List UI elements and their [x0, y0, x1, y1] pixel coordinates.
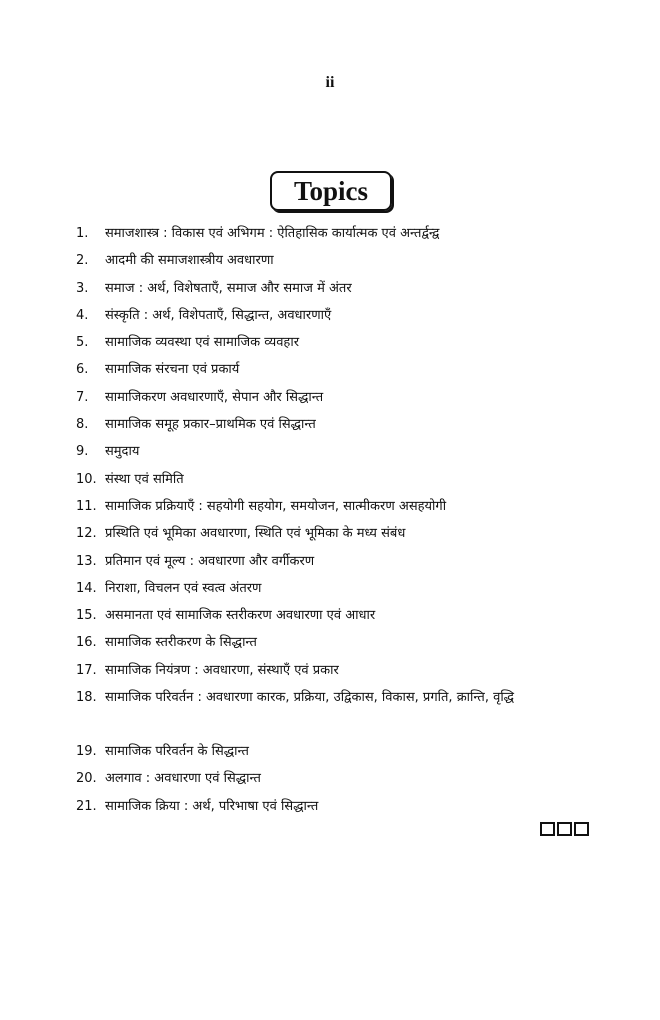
- topic-number: 9.: [76, 444, 89, 460]
- topic-item: [76, 331, 596, 358]
- topic-number: 12.: [76, 526, 97, 542]
- end-marker: [540, 822, 589, 836]
- topic-number: 10.: [76, 471, 97, 487]
- topic-number: 21.: [76, 798, 97, 814]
- topic-number: 18.: [76, 690, 97, 706]
- topic-text: सामाजिक संरचना एवं प्रकार्य: [105, 362, 240, 378]
- topic-item: [76, 767, 596, 794]
- topic-item: [76, 358, 596, 385]
- topic-item: [76, 577, 596, 604]
- topic-text: सामाजिक समूह प्रकार–प्राथमिक एवं सिद्धान्त: [105, 417, 316, 433]
- topic-text: संस्कृति : अर्थ, विशेपताएँ, सिद्धान्त, अवधारणाएँ: [105, 307, 332, 323]
- topic-text: निराशा, विचलन एवं स्वत्व अंतरण: [105, 580, 262, 596]
- topic-number: 3.: [76, 280, 89, 296]
- topic-number: 4.: [76, 307, 89, 323]
- topic-item: [76, 222, 596, 249]
- topic-item: [76, 686, 596, 740]
- topic-item: [76, 522, 596, 549]
- topic-number: 11.: [76, 498, 97, 514]
- page-number: ii: [325, 74, 335, 91]
- topic-text: संस्था एवं समिति: [105, 471, 184, 487]
- topic-item: [76, 631, 596, 658]
- topic-number: 8.: [76, 417, 89, 433]
- topic-number: 5.: [76, 335, 89, 351]
- square-icon: [557, 822, 572, 836]
- topic-item: [76, 277, 596, 304]
- topic-text: सामाजिक प्रक्रियाएँ : सहयोगी सहयोग, समयोजन, सात्मीकरण असहयोगी: [105, 498, 447, 514]
- topic-item: [76, 249, 596, 276]
- topic-text: सामाजिकरण अवधारणाएँ, सेपान और सिद्धान्त: [105, 389, 324, 405]
- topic-text: असमानता एवं सामाजिक स्तरीकरण अवधारणा एवं आधार: [105, 608, 376, 624]
- topic-item: [76, 413, 596, 440]
- topic-text: समाज : अर्थ, विशेषताएँ, समाज और समाज में अंतर: [105, 280, 352, 296]
- topic-text: प्रस्थिति एवं भूमिका अवधारणा, स्थिति एवं भूमिका के मध्य संबंध: [105, 526, 406, 542]
- topic-item: [76, 495, 596, 522]
- topic-text: समुदाय: [105, 444, 140, 460]
- topic-item: [76, 440, 596, 467]
- topic-number: 2.: [76, 253, 89, 269]
- topic-item: [76, 795, 596, 822]
- topic-item: [76, 386, 596, 413]
- topic-number: 6.: [76, 362, 89, 378]
- topic-item: [76, 304, 596, 331]
- topics-list: [76, 222, 596, 822]
- square-icon: [574, 822, 589, 836]
- topic-number: 20.: [76, 771, 97, 787]
- topic-number: 14.: [76, 580, 97, 596]
- topic-text: सामाजिक स्तरीकरण के सिद्धान्त: [105, 635, 257, 651]
- topic-item: [76, 550, 596, 577]
- topic-text: सामाजिक नियंत्रण : अवधारणा, संस्थाएँ एवं प्रकार: [105, 662, 339, 678]
- topic-item: [76, 468, 596, 495]
- topic-text: सामाजिक क्रिया : अर्थ, परिभाषा एवं सिद्धान्त: [105, 798, 319, 814]
- topics-heading: Topics: [270, 171, 392, 211]
- topic-text: समाजशास्त्र : विकास एवं अभिगम : ऐतिहासिक कार्यात्मक एवं अन्तर्द्वन्द्व: [105, 226, 440, 241]
- topic-number: 16.: [76, 635, 97, 651]
- topic-text: सामाजिक परिवर्तन के सिद्धान्त: [105, 744, 249, 760]
- topic-text: सामाजिक परिवर्तन : अवधारणा कारक, प्रक्रिया, उद्विकास, विकास, प्रगति, क्रान्ति, वृद्धि: [105, 690, 515, 706]
- topic-item: [76, 659, 596, 686]
- topic-number: 7.: [76, 389, 89, 405]
- topic-number: 13.: [76, 553, 97, 569]
- topic-text: सामाजिक व्यवस्था एवं सामाजिक व्यवहार: [105, 335, 300, 351]
- topic-number: 15.: [76, 608, 97, 624]
- topic-text: प्रतिमान एवं मूल्य : अवधारणा और वर्गीकरण: [105, 553, 315, 569]
- topic-text: आदमी की समाजशास्त्रीय अवधारणा: [105, 253, 274, 269]
- topic-item: [76, 740, 596, 767]
- topic-number: 19.: [76, 744, 97, 760]
- topic-number: 1.: [76, 226, 89, 241]
- topic-item: [76, 604, 596, 631]
- topic-number: 17.: [76, 662, 97, 678]
- topic-text: अलगाव : अवधारणा एवं सिद्धान्त: [105, 771, 261, 787]
- square-icon: [540, 822, 555, 836]
